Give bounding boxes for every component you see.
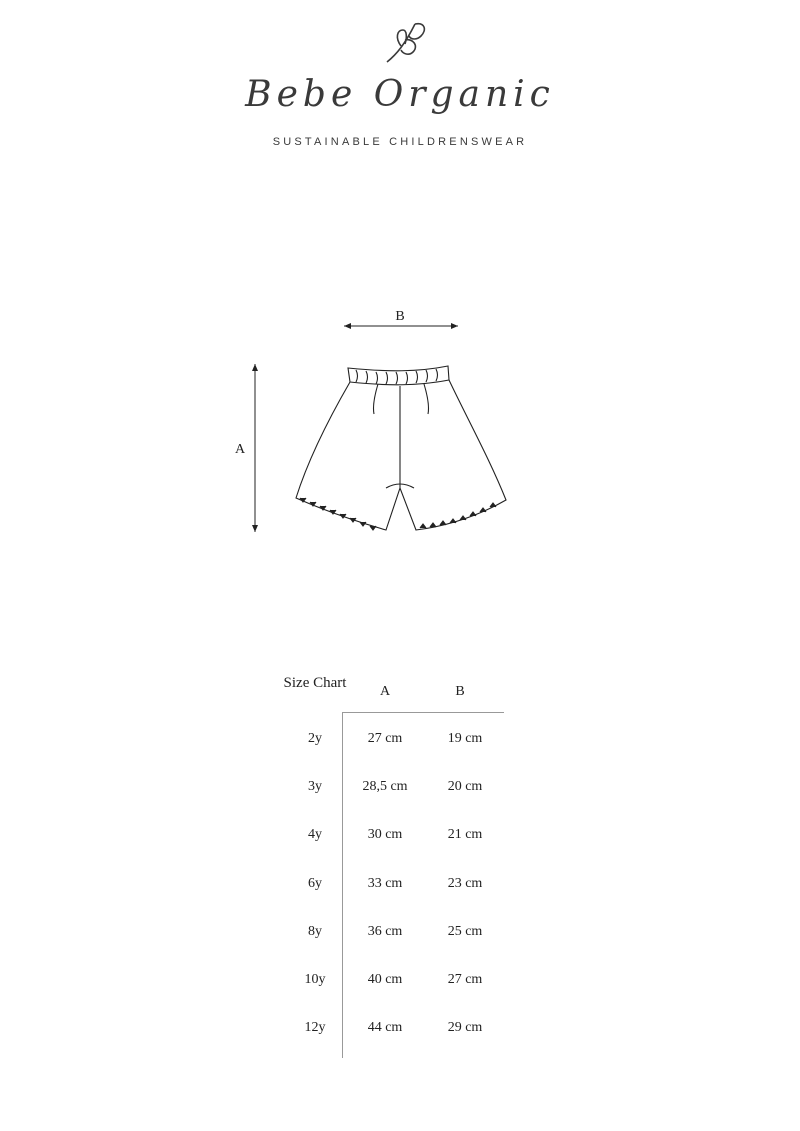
a-cell: 33 cm xyxy=(367,876,403,891)
a-cell: 36 cm xyxy=(367,924,403,939)
size-cell: 4y xyxy=(308,827,322,842)
table-row xyxy=(280,972,520,996)
width-label: B xyxy=(395,309,405,324)
b-cell: 27 cm xyxy=(447,972,483,987)
size-cell: 8y xyxy=(308,924,322,939)
b-cell: 19 cm xyxy=(447,731,483,746)
header-divider xyxy=(342,712,504,713)
a-cell: 30 cm xyxy=(367,827,403,842)
b-cell: 29 cm xyxy=(447,1020,483,1035)
a-cell: 28,5 cm xyxy=(362,779,408,794)
table-row xyxy=(280,876,520,900)
b-cell: 21 cm xyxy=(447,827,483,842)
size-cell: 6y xyxy=(308,876,322,891)
table-row xyxy=(280,731,520,755)
table-row xyxy=(280,779,520,803)
a-cell: 44 cm xyxy=(367,1020,403,1035)
length-label: A xyxy=(234,442,246,457)
brand-name: Bebe Organic xyxy=(245,74,555,115)
brand-tagline: SUSTAINABLE CHILDRENSWEAR xyxy=(272,136,528,148)
leaf-sprig-icon xyxy=(375,16,431,68)
shorts-icon xyxy=(296,366,506,530)
a-cell: 40 cm xyxy=(367,972,403,987)
length-arrow xyxy=(252,364,258,532)
b-cell: 20 cm xyxy=(447,779,483,794)
size-cell: 10y xyxy=(304,972,326,987)
size-cell: 2y xyxy=(308,731,322,746)
shorts-diagram xyxy=(228,300,518,545)
size-cell: 3y xyxy=(308,779,322,794)
column-header-a: A xyxy=(379,684,391,699)
column-header-b: B xyxy=(455,684,465,699)
a-cell: 27 cm xyxy=(367,731,403,746)
table-row xyxy=(280,1020,520,1044)
table-row xyxy=(280,924,520,948)
table-row xyxy=(280,827,520,851)
size-cell: 12y xyxy=(304,1020,326,1035)
size-chart-header: Size Chart xyxy=(283,675,347,691)
b-cell: 25 cm xyxy=(447,924,483,939)
b-cell: 23 cm xyxy=(447,876,483,891)
